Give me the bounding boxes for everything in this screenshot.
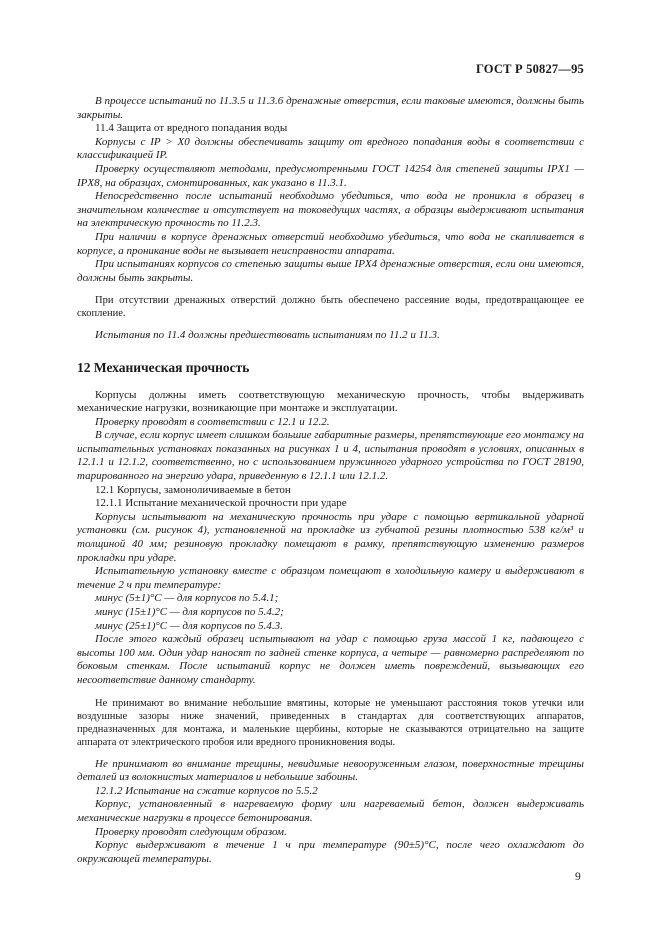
paragraph <box>77 826 584 840</box>
paragraph <box>77 565 584 592</box>
paragraph-text: Не принимают во внимание трещины, невидимые невооруженным глазом, поверхностные трещины деталей из волокнистых материалов и небольшие забоины. <box>77 757 584 784</box>
paragraph-text: 12.1 Корпусы, замоноличиваемые в бетон <box>95 483 291 496</box>
document-id: ГОСТ Р 50827—95 <box>475 62 584 76</box>
paragraph <box>77 511 584 565</box>
paragraph-text: минус (15±1)°С — для корпусов по 5.4.2; <box>95 606 284 618</box>
paragraph <box>77 190 584 231</box>
paragraph-text: Проверку проводят в соответствии с 12.1 и 12.2. <box>95 415 330 428</box>
page-body <box>77 95 584 866</box>
paragraph-text: Корпусы должны иметь соответствующую механическую прочность, чтобы выдерживать механические нагрузки, возникающие при монтаже и эксплуатации. <box>77 388 584 415</box>
paragraph-text: Проверку осуществляют методами, предусмотренными ГОСТ 14254 для степеней защиты IPX1 — IPX8, на образцах, смонтированных, как указано в 11.3.1. <box>77 162 584 189</box>
paragraph-text: После этого каждый образец испытывают на удар с помощью груза массой 1 кг, падающего с высоты 100 мм. Один удар наносят по задней стенке корпуса, а четыре — равномерно распределяют по боковым стенкам. После испытаний корпус не должен иметь повреждений, вызывающих его несоответствие данному стандарту. <box>77 633 584 686</box>
paragraph-text: Корпус выдерживают в течение 1 ч при температуре (90±5)°С, после чего охлаждают до окружающей температуры. <box>77 839 584 865</box>
section-title: 12 Механическая прочность <box>77 359 250 375</box>
paragraph-text: Проверку проводят следующим образом. <box>95 825 287 838</box>
subsection-heading <box>77 497 584 511</box>
subsection-heading <box>77 122 584 136</box>
list-item <box>77 606 584 620</box>
list-item <box>77 620 584 634</box>
subsection-heading <box>77 484 584 498</box>
paragraph <box>77 231 584 258</box>
paragraph <box>77 798 584 825</box>
paragraph <box>77 429 584 483</box>
paragraph <box>77 258 584 285</box>
paragraph-text: 12.1.2 Испытание на сжатие корпусов по 5.5.2 <box>95 784 318 797</box>
paragraph-text: минус (25±1)°С — для корпусов по 5.4.3. <box>95 619 283 632</box>
note-paragraph <box>77 697 584 749</box>
paragraph-text: При наличии в корпусе дренажных отверстий необходимо убедиться, что вода не скапливается в корпусе, а проникание воды не вызывает неисправности аппарата. <box>77 230 584 257</box>
paragraph <box>77 839 584 866</box>
paragraph <box>77 389 584 416</box>
paragraph-text: Испытания по 11.4 должны предшествовать испытаниям по 11.2 и 11.3. <box>95 329 440 342</box>
subsection-heading <box>77 785 584 799</box>
paragraph-text: 12.1.1 Испытание механической прочности при ударе <box>95 497 347 510</box>
paragraph <box>77 95 584 122</box>
paragraph-text: В случае, если корпус имеет слишком большие габаритные размеры, препятствующие его монтажу на испытательных установках показанных на рисунках 1 и 4, испытания проводят в условиях, описанных в 12.1.1 и 12.1.2, соответственно, но с использованием пружинного ударного устройства по ГОСТ 28190, тарированного на энергию удара, приведенную в 12.1.1 или 12.1.2. <box>77 429 584 483</box>
paragraph-text: Корпус, установленный в нагреваемую форму или нагреваемый бетон, должен выдерживать механические нагрузки в процессе бетонирования. <box>77 798 584 824</box>
paragraph <box>77 416 584 430</box>
page-number: 9 <box>575 871 581 883</box>
paragraph-text: 11.4 Защита от вредного попадания воды <box>95 122 288 135</box>
paragraph-text: Не принимают во внимание небольшие вмятины, которые не уменьшают расстояния токов утечки или воздушные зазоры ниже значений, приведенных в стандартах для соответствующих аппаратов, предназначенных для монтажа, и маленькие щербины, которые не сказываются отрицательно на защите аппарата от электрического пробоя или вредного проникновения воды. <box>77 697 584 748</box>
paragraph-text: Корпусы испытывают на механическую прочность при ударе с помощью вертикальной ударной установки (см. рисунок 4), установленной на прокладке из губчатой резины плотностью 538 кг/м³ и толщиной 40 мм; резиновую прокладку помещают в рамку, препятствующую изменению размеров прокладки при ударе. <box>77 510 584 564</box>
paragraph <box>77 329 584 343</box>
paragraph <box>77 758 584 785</box>
note-paragraph <box>77 294 584 320</box>
paragraph-text: При испытаниях корпусов со степенью защиты выше IPX4 дренажные отверстия, если они имеются, должны быть закрыты. <box>77 258 584 284</box>
paragraph-text: Испытательную установку вместе с образцом помещают в холодильную камеру и выдерживают в течение 2 ч при температуре: <box>77 565 584 591</box>
paragraph-text: В процессе испытаний по 11.3.5 и 11.3.6 дренажные отверстия, если таковые имеются, должны быть закрыты. <box>77 95 584 121</box>
paragraph-text: Корпусы с IP > X0 должны обеспечивать защиту от вредного попадания воды в соответствии с классификацией IP. <box>77 135 584 162</box>
paragraph <box>77 633 584 687</box>
paragraph <box>77 136 584 163</box>
list-item <box>77 592 584 606</box>
paragraph <box>77 163 584 190</box>
paragraph-text: минус (5±1)°С — для корпусов по 5.4.1; <box>95 592 279 605</box>
paragraph-text: При отсутствии дренажных отверстий должно быть обеспечено рассеяние воды, предотвращающее ее скопление. <box>77 295 584 320</box>
paragraph-text: Непосредственно после испытаний необходимо убедиться, что вода не проникла в образец в значительном количестве и отсутствует на токоведущих частях, а образцы выдерживают испытания на электрическую прочность по 11.2.3. <box>77 190 584 230</box>
